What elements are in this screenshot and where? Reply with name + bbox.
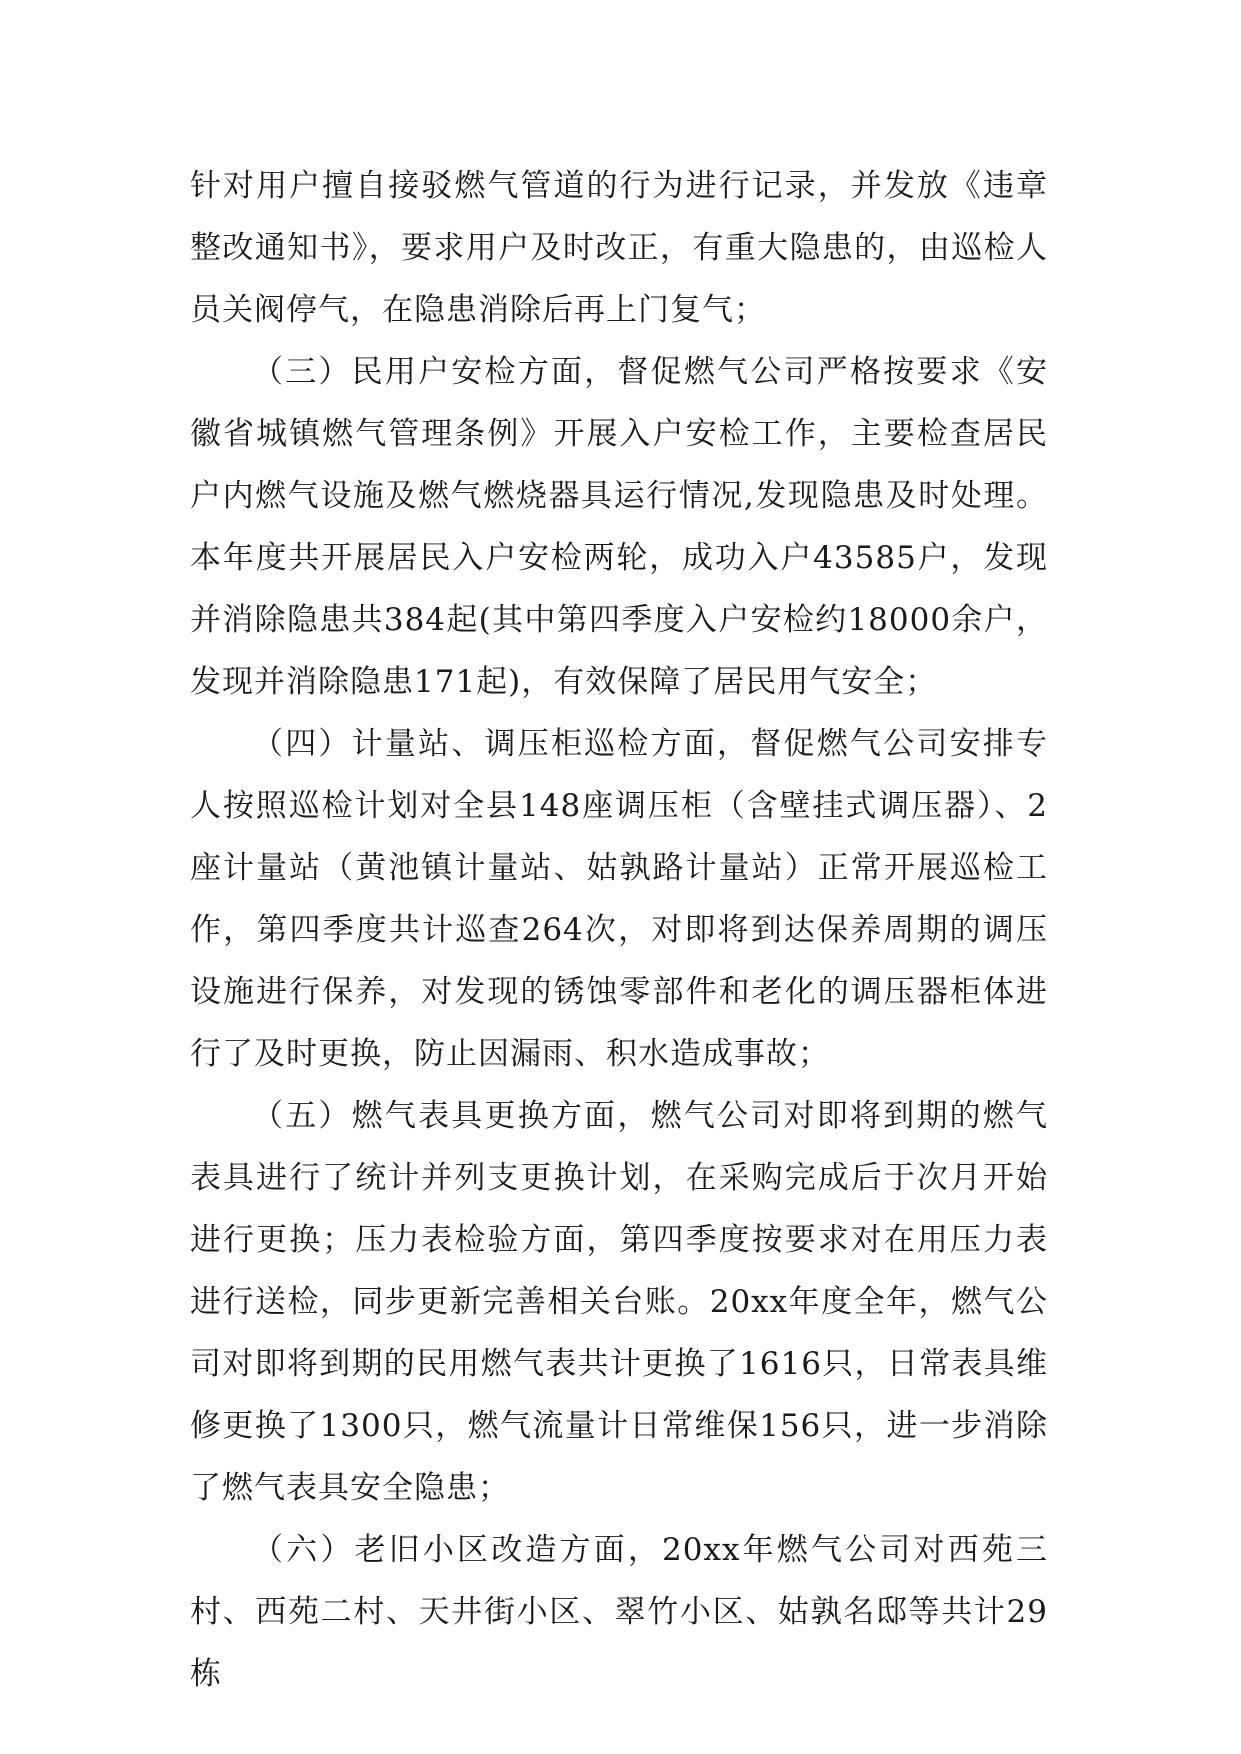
document-page: [190, 155, 1048, 1705]
paragraph-regulator-inspection: （四）计量站、调压柜巡检方面，督促燃气公司安排专人按照巡检计划对全县148座调压柜（含壁挂式调压器）、2座计量站（黄池镇计量站、姑孰路计量站）正常开展巡检工作，第四季度共计巡查264次，对即将到达保养周期的调压设施进行保养，对发现的锈蚀零部件和老化的调压器柜体进行了及时更换，防止因漏雨、积水造成事故；: [190, 726, 1048, 1072]
paragraph-residential-inspection: （三）民用户安检方面，督促燃气公司严格按要求《安徽省城镇燃气管理条例》开展入户安检工作，主要检查居民户内燃气设施及燃气燃烧器具运行情况,发现隐患及时处理。本年度共开展居民入户安检两轮，成功入户43585户，发现并消除隐患共384起(其中第四季度入户安检约18000余户，发现并消除隐患171起)，有效保障了居民用气安全；: [190, 354, 1048, 700]
paragraph-old-community-renovation: （六）老旧小区改造方面，20xx年燃气公司对西苑三村、西苑二村、天井街小区、翠竹小区、姑孰名邸等共计29栋: [190, 1532, 1048, 1692]
paragraph-continuation: 针对用户擅自接驳燃气管道的行为进行记录，并发放《违章整改通知书》，要求用户及时改正，有重大隐患的，由巡检人员关阀停气，在隐患消除后再上门复气；: [190, 168, 1048, 328]
paragraph-meter-replacement: （五）燃气表具更换方面，燃气公司对即将到期的燃气表具进行了统计并列支更换计划，在采购完成后于次月开始进行更换；压力表检验方面，第四季度按要求对在用压力表进行送检，同步更新完善相关台账。20xx年度全年，燃气公司对即将到期的民用燃气表共计更换了1616只，日常表具维修更换了1300只，燃气流量计日常维保156只，进一步消除了燃气表具安全隐患；: [190, 1098, 1048, 1506]
